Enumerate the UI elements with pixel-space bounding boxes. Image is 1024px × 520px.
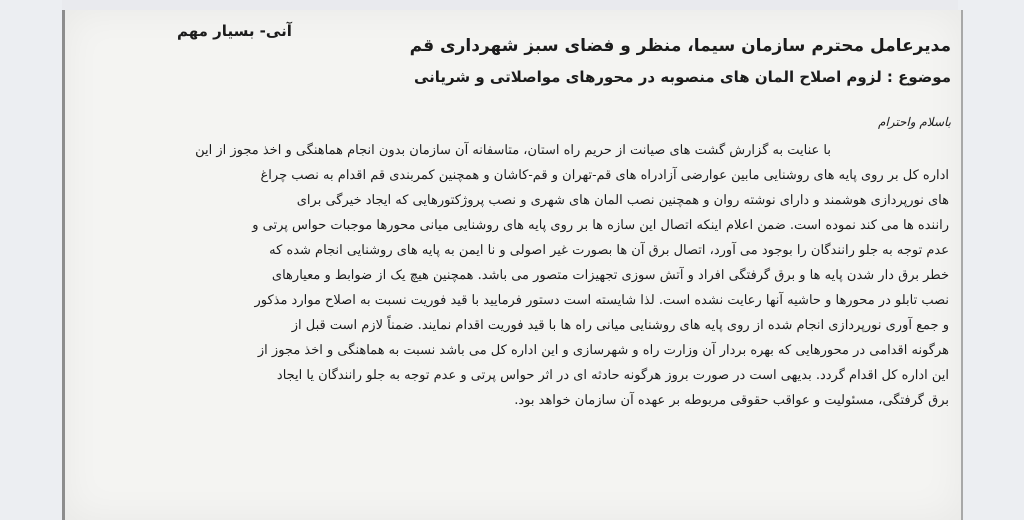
greeting: باسلام واحترام [877, 115, 951, 129]
body-line: خطر برق دار شدن پایه ها و برق گرفتگی افراد و آتش سوزی تجهیزات متصور می باشد. همچنین هیچ یک از ضوابط و معیارهای [271, 268, 949, 283]
addressee-heading: مدیرعامل محترم سازمان سیما، منظر و فضای سبز شهرداری قم [409, 36, 951, 56]
background-right [958, 0, 1024, 520]
body-line: اداره کل بر روی پایه های روشنایی مابین عوارضی آزادراه های قم-تهران و قم-کاشان و همچنین کمربندی قم اقدام به نصب چراغ [260, 168, 949, 183]
urgency-label: آنی- بسیار مهم [177, 22, 292, 40]
body-line: عدم توجه به جلو رانندگان را بوجود می آورد، اتصال برق آن ها بصورت غیر اصولی و نا ایمن به پایه های روشنایی انجام شده که [269, 243, 949, 258]
body-line: های نورپردازی هوشمند و دارای نوشته روان و همچنین نصب المان های شهری و نصب پروژکتورهایی که ایجاد خیرگی برای [296, 193, 949, 208]
body-line: هرگونه اقدامی در محورهایی که بهره بردار آن وزارت راه و شهرسازی و این اداره کل می باشد نسبت به هماهنگی و اخذ مجوز از [257, 343, 949, 358]
body-line: و جمع آوری نورپردازی انجام شده از روی پایه های روشنایی میانی راه ها با قید فوریت اقدام نمایند. ضمناً لازم است قبل از [291, 318, 949, 333]
body-line: برق گرفتگی، مسئولیت و عواقب حقوقی مربوطه بر عهده آن سازمان خواهد بود. [514, 393, 949, 408]
body-line: راننده ها می کند نموده است. ضمن اعلام اینکه اتصال این سازه ها بر روی پایه های روشنایی میانی محورها موجبات حواس پرتی و [252, 218, 949, 233]
body-line: نصب تابلو در محورها و حاشیه آنها رعایت نشده است. لذا شایسته است دستور فرمایید با قید فوریت نسبت به اصلاح موارد مذکور [254, 293, 949, 308]
letter-page [62, 10, 963, 520]
body-line: با عنایت به گزارش گشت های صیانت از حریم راه استان، متاسفانه آن سازمان بدون انجام هماهنگی و اخذ مجوز از این [195, 143, 831, 158]
letter-body [189, 138, 949, 413]
subject-line: موضوع : لزوم اصلاح المان های منصوبه در محورهای مواصلاتی و شریانی [413, 68, 951, 86]
background-left [0, 0, 62, 520]
body-line: این اداره کل اقدام گردد. بدیهی است در صورت بروز هرگونه حادثه ای در اثر حواس پرتی و عدم توجه به جلو رانندگان یا ایجاد [276, 368, 949, 383]
